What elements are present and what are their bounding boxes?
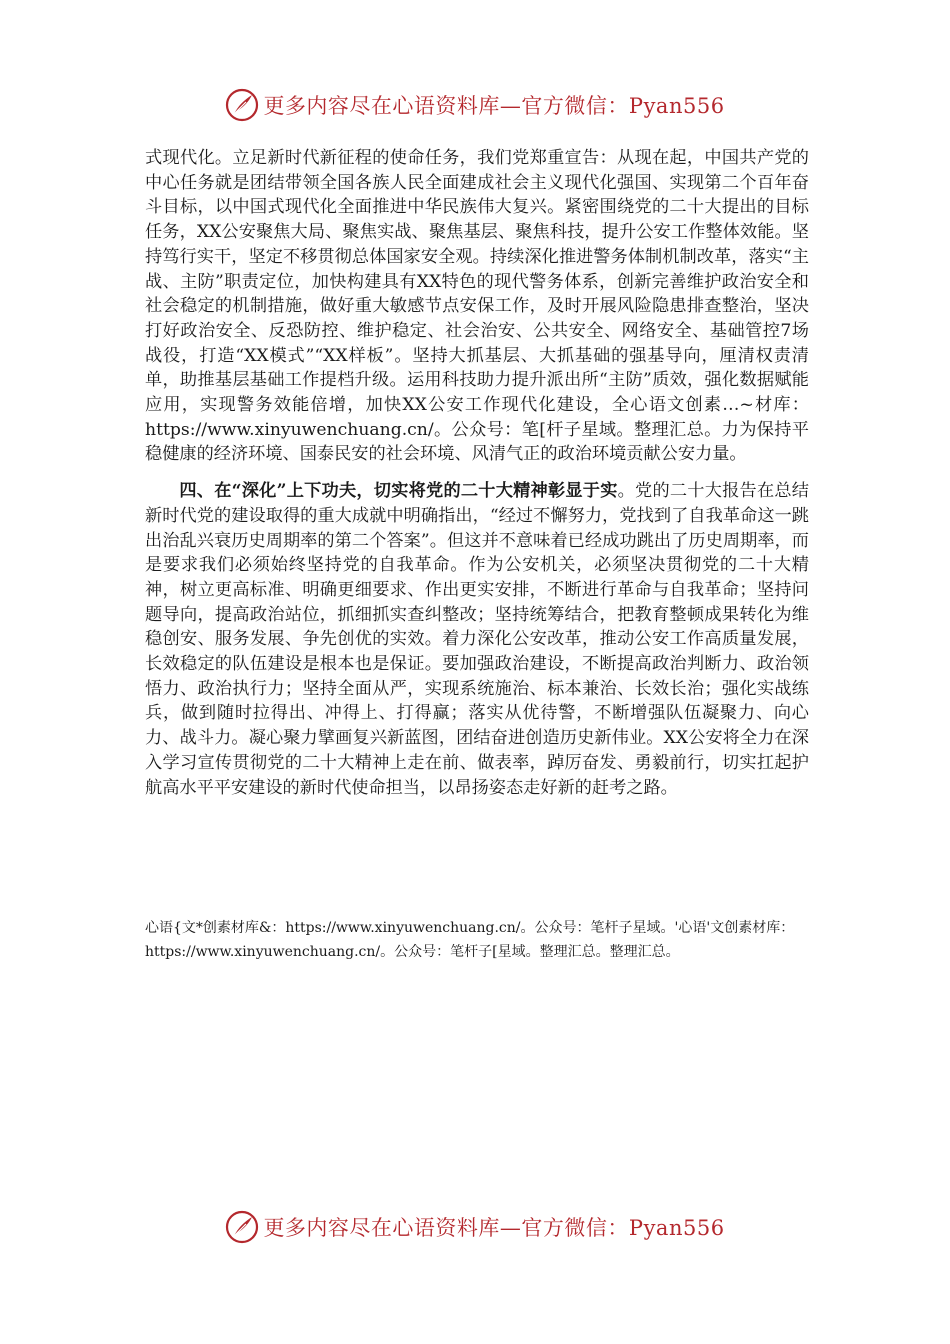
- footer-watermark: [0, 1206, 950, 1248]
- paragraph-2-body: 。党的二十大报告在总结新时代党的建设取得的重大成就中明确指出，“经过不懈努力，党找到了自我革命这一跳出治乱兴衰历史周期率的第二个答案”。但这并不意味着已经成功跳出了历史周期率，而是要求我们必须始终坚持党的自我革命。作为公安机关，必须坚决贯彻党的二十大精神，树立更高标准、明确更细要求、作出更实安排，不断进行革命与自我革命；坚持问题导向，提高政治站位，抓细抓实查纠整改；坚持统筹结合，把教育整顿成果转化为维稳创安、服务发展、争先创优的实效。着力深化公安改革，推动公安工作高质量发展，长效稳定的队伍建设是根本也是保证。要加强政治建设，不断提高政治判断力、政治领悟力、政治执行力；坚持全面从严，实现系统施治、标本兼治、长效长治；强化实战练兵，做到随时拉得出、冲得上、打得赢；落实从优待警，不断增强队伍凝聚力、向心力、战斗力。凝心聚力擘画复兴新蓝图，团结奋进创造历史新伟业。XX公安将全力在深入学习宣传贯彻党的二十大精神上走在前、做表率，踔厉奋发、勇毅前行，切实扛起护航高水平平安建设的新时代使命担当，以昂扬姿态走好新的赶考之路。: [145, 481, 809, 798]
- paragraph-2: [145, 479, 809, 800]
- section-heading: 四、在“深化”上下功夫，切实将党的二十大精神彰显于实: [179, 481, 618, 502]
- footer-watermark-text: 更多内容尽在心语资料库—官方微信：Pyan556: [263, 1216, 725, 1240]
- feather-logo-icon: [225, 88, 259, 122]
- paragraph-1: 式现代化。立足新时代新征程的使命任务，我们党郑重宣告：从现在起，中国共产党的中心任务就是团结带领全国各族人民全面建成社会主义现代化强国、实现第二个百年奋斗目标，以中国式现代化全面推进中华民族伟大复兴。紧密围绕党的二十大提出的目标任务，XX公安聚焦大局、聚焦实战、聚焦基层、聚焦科技，提升公安工作整体效能。坚持笃行实干，坚定不移贯彻总体国家安全观。持续深化推进警务体制机制改革，落实“主战、主防”职责定位，加快构建具有XX特色的现代警务体系，创新完善维护政治安全和社会稳定的机制措施，做好重大敏感节点安保工作，及时开展风险隐患排查整治，坚决打好政治安全、反恐防控、维护稳定、社会治安、公共安全、网络安全、基础管控7场战役，打造“XX模式”“XX样板”。坚持大抓基层、大抓基础的强基导向，厘清权责清单，助推基层基础工作提档升级。运用科技助力提升派出所“主防”质效，强化数据赋能应用，实现警务效能倍增，加快XX公安工作现代化建设，全心语文创素…~材库：https://www.xinyuwenchuang.cn/。公众号：笔[杆子星域。整理汇总。力为保持平稳健康的经济环境、国泰民安的社会环境、风清气正的政治环境贡献公安力量。: [145, 148, 809, 465]
- header-watermark-text: 更多内容尽在心语资料库—官方微信：Pyan556: [263, 94, 725, 118]
- header-watermark: [0, 84, 950, 126]
- feather-logo-icon: [225, 1210, 259, 1244]
- footer-note: 心语{文*创素材库&：https://www.xinyuwenchuang.cn/。公众号：笔杆子星域。'心语'文创素材库：https://www.xinyuwenchuang.cn/。公众号：笔杆子[星域。整理汇总。整理汇总。: [145, 920, 795, 960]
- body-text: [145, 146, 809, 800]
